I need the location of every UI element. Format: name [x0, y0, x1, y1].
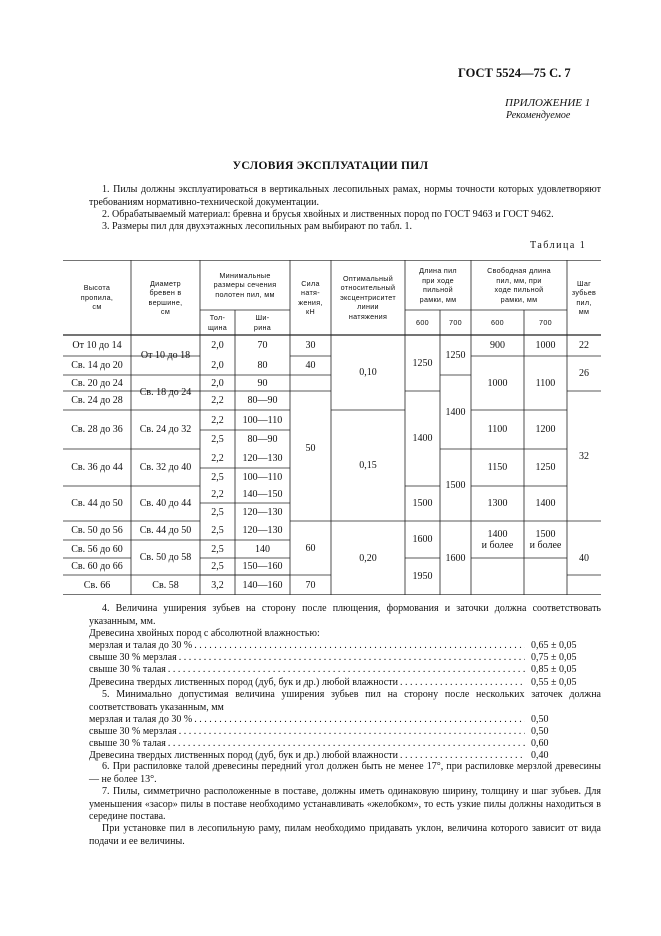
height-cell: Св. 24 до 28 — [71, 395, 123, 406]
header-tension: Сила натя- жения, кН — [298, 278, 323, 316]
diameter-cell: Св. 18 до 24 — [139, 387, 192, 398]
intro-paragraph-1: 1. Пилы должны эксплуатироваться в вертикальных лесопильных рамах, нормы точности которых удовлетворяют требованиям нормативно-технической документации. — [89, 184, 601, 208]
diameter-cell: От 10 до 18 — [140, 349, 191, 361]
free-600-cell: 900 — [490, 340, 505, 351]
length-700-cell: 1250 — [445, 349, 466, 361]
width-cell: 150—160 — [242, 561, 283, 572]
thickness-cell: 2,2 — [211, 395, 224, 406]
width-cell: 120—130 — [242, 525, 283, 536]
length-700-cell: 1600 — [445, 552, 466, 564]
free-700-cell: 1500 и более — [529, 528, 562, 551]
p4-row-value: 0,65 ± 0,05 — [531, 640, 577, 651]
header-width: Ши- рина — [253, 313, 272, 332]
tension-cell: 40 — [305, 360, 316, 371]
width-cell: 100—110 — [242, 471, 283, 483]
p5-row-value: 0,50 — [531, 726, 549, 737]
header-len-600: 600 — [416, 317, 429, 327]
paragraph-5: 5. Минимально допустимая величина уширения зубьев пил на сторону после нескольких заточек должна соответствовать указанным, мм — [89, 689, 601, 713]
thickness-cell: 2,5 — [211, 525, 224, 536]
height-cell: Св. 50 до 56 — [71, 525, 123, 536]
free-600-cell: 1100 — [487, 424, 508, 435]
length-600-cell: 1600 — [412, 534, 433, 545]
free-700-cell: 1250 — [535, 462, 556, 473]
thickness-cell: 2,5 — [211, 434, 224, 445]
table-caption: Таблица 1 — [530, 240, 587, 251]
p4-row — [89, 652, 601, 665]
width-cell: 120—130 — [242, 506, 283, 518]
length-600-cell: 1400 — [412, 433, 433, 444]
header-thickness: Тол- щина — [207, 313, 228, 332]
eccentricity-cell: 0,10 — [359, 367, 377, 378]
intro-paragraph-3: 3. Размеры пил для двухэтажных лесопильных рам выбирают по табл. 1. — [102, 221, 413, 232]
width-cell: 80—90 — [247, 395, 278, 406]
p4-row-value: 0,55 ± 0,05 — [531, 677, 577, 688]
eccentricity-cell: 0,15 — [359, 460, 377, 471]
header-len-700: 700 — [449, 317, 462, 327]
intro-paragraph-2: 2. Обрабатываемый материал: бревна и брусья хвойных и лиственных пород по ГОСТ 9463 и ГОСТ 9462. — [102, 209, 554, 220]
thickness-cell: 2,5 — [211, 471, 224, 483]
header-diameter: Диаметр бревен в вершине, см — [148, 278, 183, 316]
header-height: Высота пропила, см — [80, 283, 114, 312]
pitch-cell: 22 — [579, 340, 589, 351]
p5-row — [89, 714, 601, 727]
thickness-cell: 2,0 — [211, 377, 224, 389]
p5-row-label: мерзлая и талая до 30 % — [89, 714, 193, 725]
paragraph-6: 6. При распиловке талой древесины передний угол должен быть не менее 17°, при распиловке мерзлой древесины — не более 13°. — [89, 761, 601, 785]
diameter-cell: Св. 24 до 32 — [139, 424, 192, 435]
diameter-cell: Св. 44 до 50 — [139, 525, 192, 536]
thickness-cell: 2,0 — [211, 340, 224, 351]
eccentricity-cell: 0,20 — [359, 552, 377, 564]
length-600-cell: 1250 — [412, 357, 433, 369]
saw-dimensions-table — [63, 260, 601, 595]
thickness-cell: 3,2 — [211, 579, 224, 591]
header-eccentricity: Оптимальный относительный эксцентриситет линии натяжения — [340, 273, 396, 321]
width-cell: 100—110 — [242, 414, 283, 426]
tension-cell: 30 — [305, 340, 316, 351]
width-cell: 140 — [255, 543, 270, 555]
free-700-cell: 1200 — [535, 424, 556, 435]
free-700-cell: 1100 — [535, 377, 556, 389]
free-700-cell: 1000 — [535, 340, 556, 351]
thickness-cell: 2,5 — [211, 543, 224, 555]
length-600-cell: 1950 — [412, 571, 433, 582]
section-title: УСЛОВИЯ ЭКСПЛУАТАЦИИ ПИЛ — [232, 160, 429, 172]
height-cell: Св. 60 до 66 — [71, 561, 123, 572]
p4-row-label: мерзлая и талая до 30 % — [89, 640, 193, 651]
diameter-cell: Св. 58 — [152, 579, 179, 591]
height-cell: От 10 до 14 — [72, 340, 122, 351]
pitch-cell: 40 — [579, 552, 589, 564]
header-saw-length: Длина пил при ходе пильной рамки, мм — [419, 266, 457, 304]
p5-row-label: свыше 30 % мерзлая — [89, 726, 177, 737]
p4-row-value: 0,85 ± 0,05 — [531, 664, 577, 675]
height-cell: Св. 56 до 60 — [71, 543, 123, 555]
width-cell: 80—90 — [247, 434, 278, 445]
free-600-cell: 1400 и более — [481, 528, 514, 551]
free-600-cell: 1150 — [487, 462, 508, 473]
diameter-cell: Св. 32 до 40 — [139, 462, 192, 473]
p5-row-value: 0,40 — [531, 750, 549, 761]
p5-row — [89, 738, 601, 751]
header-pitch: Шаг зубьев пил, мм — [571, 278, 597, 316]
width-cell: 70 — [257, 340, 268, 351]
diameter-cell: Св. 40 до 44 — [139, 498, 192, 509]
p4-row — [89, 677, 601, 690]
header-min-sizes: Минимальные размеры сечения полотен пил, мм — [213, 270, 277, 299]
height-cell: Св. 28 до 36 — [71, 424, 123, 435]
p4-row-label: Древесина твердых лиственных пород (дуб, бук и др.) любой влажности — [89, 677, 398, 688]
p5-row-value: 0,50 — [531, 714, 549, 725]
diameter-cell: Св. 50 до 58 — [139, 552, 192, 563]
thickness-cell: 2,2 — [211, 414, 224, 426]
paragraph-7: 7. Пилы, симметрично расположенные в поставе, должны иметь одинаковую ширину, толщину и шаг зубьев. Для уменьшения «засор» пилы в поставе необходимо устанавливать «желобком», то есть узкие пилы должны находиться в середине постава. — [89, 786, 601, 822]
tension-cell: 70 — [305, 579, 316, 591]
p5-row-value: 0,60 — [531, 738, 549, 749]
width-cell: 90 — [257, 377, 268, 389]
thickness-cell: 2,2 — [211, 453, 224, 464]
tension-cell: 60 — [305, 542, 316, 554]
paragraph-4-subtitle: Древесина хвойных пород с абсолютной влажностью: — [89, 628, 320, 639]
length-700-cell: 1400 — [445, 406, 466, 418]
header-free-length: Свободная длина пил, мм, при ходе пильной рамки, мм — [487, 266, 551, 304]
appendix-label: ПРИЛОЖЕНИЕ 1 — [505, 97, 591, 109]
height-cell: Св. 20 до 24 — [71, 377, 123, 389]
page-header: ГОСТ 5524—75 С. 7 — [458, 66, 571, 80]
p4-row — [89, 664, 601, 677]
p5-row — [89, 726, 601, 739]
p5-row-label: Древесина твердых лиственных пород (дуб, бук и др.) любой влажности — [89, 750, 398, 761]
tension-cell: 50 — [305, 442, 316, 454]
width-cell: 80 — [257, 360, 268, 371]
header-free-600: 600 — [491, 317, 504, 327]
pitch-cell: 32 — [579, 450, 589, 462]
pitch-cell: 26 — [579, 368, 589, 379]
height-cell: Св. 44 до 50 — [71, 498, 123, 509]
length-600-cell: 1500 — [412, 498, 433, 509]
height-cell: Св. 66 — [83, 579, 111, 591]
thickness-cell: 2,5 — [211, 506, 224, 518]
free-600-cell: 1300 — [487, 498, 508, 509]
free-600-cell: 1000 — [487, 377, 508, 389]
width-cell: 120—130 — [242, 453, 283, 464]
height-cell: Св. 36 до 44 — [71, 462, 123, 473]
p4-row-label: свыше 30 % талая — [89, 664, 166, 675]
p5-row-label: свыше 30 % талая — [89, 738, 166, 749]
length-700-cell: 1500 — [445, 479, 466, 491]
free-700-cell — [524, 558, 567, 595]
thickness-cell: 2,5 — [211, 561, 224, 572]
width-cell: 140—150 — [242, 489, 283, 500]
paragraph-8: При установке пил в лесопильную раму, пилам необходимо придавать уклон, величина которого зависит от вида подачи и ее величины. — [89, 823, 601, 847]
free-600-cell — [471, 558, 524, 595]
p4-row-label: свыше 30 % мерзлая — [89, 652, 177, 663]
free-700-cell: 1400 — [535, 498, 556, 509]
p4-row — [89, 640, 601, 653]
p4-row-value: 0,75 ± 0,05 — [531, 652, 577, 663]
recommended-label: Рекомендуемое — [506, 110, 571, 121]
paragraph-4: 4. Величина уширения зубьев на сторону после плющения, формования и заточки должна соответствовать указанным, мм. — [89, 603, 601, 627]
header-free-700: 700 — [539, 317, 552, 327]
thickness-cell: 2,0 — [211, 360, 224, 371]
width-cell: 140—160 — [242, 579, 283, 591]
thickness-cell: 2,2 — [211, 489, 224, 500]
height-cell: Св. 14 до 20 — [71, 360, 123, 371]
